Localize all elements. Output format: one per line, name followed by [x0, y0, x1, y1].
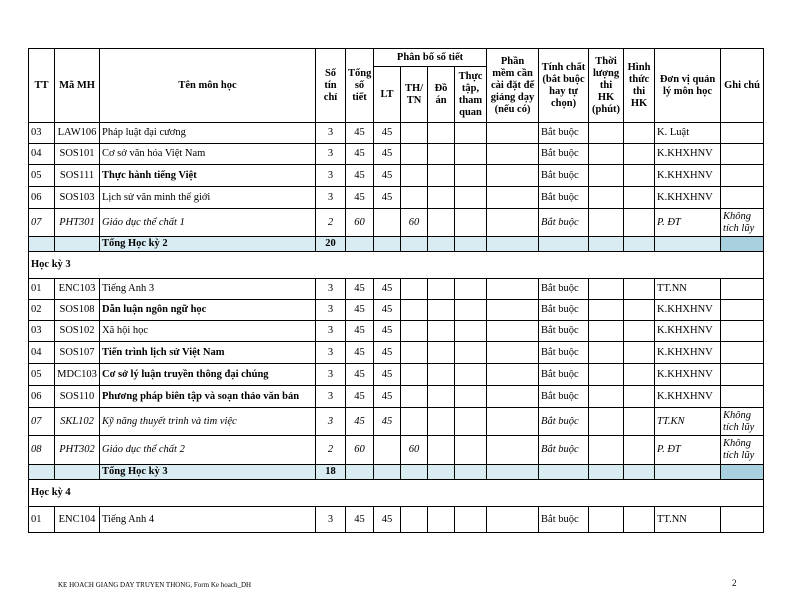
cell-lt	[374, 436, 401, 465]
cell-software	[487, 342, 539, 364]
cell-do-an	[428, 386, 455, 408]
table-row	[29, 209, 764, 237]
cell-th-tn	[401, 507, 428, 533]
header-period-distribution: Phân bố số tiết	[374, 49, 487, 67]
total-blank	[346, 237, 374, 252]
table-row	[29, 436, 764, 465]
total-blank	[55, 465, 100, 480]
cell-course-type: Bắt buộc	[539, 436, 589, 465]
cell-do-an	[428, 165, 455, 187]
cell-notes	[721, 300, 764, 321]
cell-notes	[721, 507, 764, 533]
cell-th-tn	[401, 279, 428, 300]
total-label: Tổng Học kỳ 2	[100, 237, 316, 252]
cell-th-tn	[401, 342, 428, 364]
cell-course-name: Giáo dục thể chất 1	[100, 209, 316, 237]
total-blank	[55, 237, 100, 252]
cell-course-code: ENC104	[55, 507, 100, 533]
page-number: 2	[732, 578, 737, 588]
cell-credits: 3	[316, 408, 346, 436]
cell-thuc-tap	[455, 436, 487, 465]
cell-credits: 3	[316, 364, 346, 386]
cell-course-type: Bắt buộc	[539, 386, 589, 408]
total-blank	[624, 237, 655, 252]
cell-tt: 07	[29, 209, 55, 237]
semester-title: Học kỳ 3	[29, 252, 764, 279]
cell-notes	[721, 144, 764, 165]
cell-do-an	[428, 144, 455, 165]
cell-software	[487, 187, 539, 209]
table-row	[29, 386, 764, 408]
cell-managing-unit: TT.KN	[655, 408, 721, 436]
cell-exam-duration	[589, 436, 624, 465]
cell-exam-duration	[589, 342, 624, 364]
total-blank	[401, 237, 428, 252]
total-blank	[539, 465, 589, 480]
cell-do-an	[428, 408, 455, 436]
total-blank	[589, 237, 624, 252]
cell-lt: 45	[374, 342, 401, 364]
cell-notes	[721, 364, 764, 386]
cell-course-type: Bắt buộc	[539, 144, 589, 165]
cell-exam-duration	[589, 408, 624, 436]
cell-do-an	[428, 123, 455, 144]
total-blank	[374, 465, 401, 480]
cell-exam-duration	[589, 279, 624, 300]
cell-thuc-tap	[455, 342, 487, 364]
total-blank	[487, 237, 539, 252]
semester-total-row	[29, 237, 764, 252]
cell-course-code: SOS102	[55, 321, 100, 342]
cell-software	[487, 364, 539, 386]
cell-exam-form	[624, 209, 655, 237]
table-row	[29, 408, 764, 436]
header-tt: TT	[29, 49, 55, 123]
table-row	[29, 300, 764, 321]
cell-course-code: PHT302	[55, 436, 100, 465]
cell-notes	[721, 123, 764, 144]
cell-do-an	[428, 300, 455, 321]
cell-software	[487, 123, 539, 144]
cell-managing-unit: K.KHXHNV	[655, 386, 721, 408]
cell-exam-duration	[589, 165, 624, 187]
cell-exam-duration	[589, 144, 624, 165]
cell-thuc-tap	[455, 279, 487, 300]
cell-managing-unit: K.KHXHNV	[655, 300, 721, 321]
cell-course-name: Thực hành tiếng Việt	[100, 165, 316, 187]
cell-course-code: SOS108	[55, 300, 100, 321]
cell-course-name: Tiến trình lịch sử Việt Nam	[100, 342, 316, 364]
cell-credits: 3	[316, 386, 346, 408]
cell-total-periods: 45	[346, 144, 374, 165]
table-row	[29, 165, 764, 187]
cell-credits: 3	[316, 279, 346, 300]
cell-course-code: SOS110	[55, 386, 100, 408]
cell-thuc-tap	[455, 364, 487, 386]
cell-lt: 45	[374, 300, 401, 321]
header-course-name: Tên môn học	[100, 49, 316, 123]
cell-do-an	[428, 209, 455, 237]
cell-managing-unit: K.KHXHNV	[655, 364, 721, 386]
cell-course-code: SKL102	[55, 408, 100, 436]
cell-lt: 45	[374, 364, 401, 386]
cell-course-type: Bắt buộc	[539, 279, 589, 300]
cell-do-an	[428, 436, 455, 465]
cell-software	[487, 507, 539, 533]
cell-software	[487, 300, 539, 321]
cell-total-periods: 45	[346, 408, 374, 436]
cell-th-tn	[401, 364, 428, 386]
table-row	[29, 144, 764, 165]
cell-tt: 04	[29, 144, 55, 165]
cell-total-periods: 45	[346, 279, 374, 300]
total-blank	[29, 465, 55, 480]
total-blank	[589, 465, 624, 480]
total-blank	[346, 465, 374, 480]
cell-credits: 3	[316, 187, 346, 209]
cell-tt: 03	[29, 321, 55, 342]
header-do-an: Đồ án	[428, 67, 455, 123]
cell-tt: 03	[29, 123, 55, 144]
cell-notes	[721, 279, 764, 300]
header-managing-unit: Đơn vị quản lý môn học	[655, 49, 721, 123]
cell-tt: 05	[29, 364, 55, 386]
cell-managing-unit: K. Luật	[655, 123, 721, 144]
cell-course-code: LAW106	[55, 123, 100, 144]
cell-exam-form	[624, 507, 655, 533]
total-credits: 18	[316, 465, 346, 480]
cell-do-an	[428, 321, 455, 342]
cell-course-name: Cơ sở lý luận truyền thông đại chúng	[100, 364, 316, 386]
table-row	[29, 279, 764, 300]
cell-credits: 3	[316, 507, 346, 533]
cell-managing-unit: K.KHXHNV	[655, 187, 721, 209]
header-row-1	[29, 49, 764, 67]
cell-tt: 06	[29, 187, 55, 209]
cell-notes	[721, 386, 764, 408]
semester-title: Học kỳ 4	[29, 480, 764, 507]
cell-total-periods: 45	[346, 507, 374, 533]
cell-managing-unit: TT.NN	[655, 279, 721, 300]
cell-lt: 45	[374, 321, 401, 342]
cell-do-an	[428, 364, 455, 386]
cell-course-code: ENC103	[55, 279, 100, 300]
header-software: Phần mềm cần cài đặt để giảng dạy (nếu có)	[487, 49, 539, 123]
cell-managing-unit: P. ĐT	[655, 436, 721, 465]
cell-do-an	[428, 342, 455, 364]
cell-total-periods: 45	[346, 187, 374, 209]
total-blank	[655, 237, 721, 252]
header-credits: Số tín chỉ	[316, 49, 346, 123]
cell-total-periods: 45	[346, 300, 374, 321]
cell-credits: 2	[316, 436, 346, 465]
cell-total-periods: 60	[346, 209, 374, 237]
semester-heading-row	[29, 480, 764, 507]
cell-lt: 45	[374, 165, 401, 187]
cell-th-tn: 60	[401, 209, 428, 237]
cell-th-tn	[401, 187, 428, 209]
cell-course-type: Bắt buộc	[539, 123, 589, 144]
cell-exam-form	[624, 144, 655, 165]
cell-exam-form	[624, 386, 655, 408]
cell-exam-duration	[589, 386, 624, 408]
cell-lt: 45	[374, 144, 401, 165]
total-blank	[401, 465, 428, 480]
cell-software	[487, 144, 539, 165]
total-blank	[428, 465, 455, 480]
cell-course-code: MDC103	[55, 364, 100, 386]
header-exam-form: Hình thức thi HK	[624, 49, 655, 123]
cell-course-code: SOS103	[55, 187, 100, 209]
table-row	[29, 123, 764, 144]
cell-th-tn	[401, 123, 428, 144]
total-label: Tổng Học kỳ 3	[100, 465, 316, 480]
total-blank	[655, 465, 721, 480]
cell-total-periods: 60	[346, 436, 374, 465]
cell-do-an	[428, 279, 455, 300]
table-row	[29, 321, 764, 342]
header-course-type: Tính chất (bắt buộc hay tự chọn)	[539, 49, 589, 123]
cell-software	[487, 209, 539, 237]
cell-exam-form	[624, 165, 655, 187]
cell-notes	[721, 165, 764, 187]
header-exam-duration: Thời lượng thi HK (phút)	[589, 49, 624, 123]
cell-course-code: SOS107	[55, 342, 100, 364]
cell-exam-duration	[589, 321, 624, 342]
cell-credits: 3	[316, 342, 346, 364]
cell-course-type: Bắt buộc	[539, 507, 589, 533]
cell-total-periods: 45	[346, 364, 374, 386]
cell-software	[487, 279, 539, 300]
cell-th-tn	[401, 144, 428, 165]
cell-credits: 3	[316, 321, 346, 342]
cell-tt: 02	[29, 300, 55, 321]
cell-course-name: Dẫn luận ngôn ngữ học	[100, 300, 316, 321]
cell-thuc-tap	[455, 300, 487, 321]
total-blank	[487, 465, 539, 480]
cell-course-type: Bắt buộc	[539, 342, 589, 364]
cell-course-name: Pháp luật đại cương	[100, 123, 316, 144]
cell-th-tn	[401, 321, 428, 342]
cell-exam-form	[624, 279, 655, 300]
cell-tt: 04	[29, 342, 55, 364]
cell-lt: 45	[374, 507, 401, 533]
cell-exam-duration	[589, 364, 624, 386]
header-th-tn: TH/ TN	[401, 67, 428, 123]
cell-course-name: Xã hội học	[100, 321, 316, 342]
total-blank	[455, 465, 487, 480]
cell-th-tn: 60	[401, 436, 428, 465]
total-blank	[29, 237, 55, 252]
cell-tt: 05	[29, 165, 55, 187]
cell-managing-unit: TT.NN	[655, 507, 721, 533]
cell-thuc-tap	[455, 408, 487, 436]
cell-exam-duration	[589, 123, 624, 144]
cell-tt: 08	[29, 436, 55, 465]
cell-lt: 45	[374, 408, 401, 436]
cell-software	[487, 321, 539, 342]
page-footer: KE HOACH GIANG DAY TRUYEN THONG, Form Ke hoach_DH	[58, 581, 252, 589]
table-row	[29, 507, 764, 533]
cell-do-an	[428, 507, 455, 533]
cell-credits: 3	[316, 144, 346, 165]
cell-course-code: SOS101	[55, 144, 100, 165]
cell-managing-unit: K.KHXHNV	[655, 342, 721, 364]
cell-total-periods: 45	[346, 123, 374, 144]
total-blank	[721, 465, 764, 480]
total-blank	[455, 237, 487, 252]
cell-lt: 45	[374, 187, 401, 209]
cell-thuc-tap	[455, 123, 487, 144]
cell-th-tn	[401, 408, 428, 436]
cell-course-name: Lịch sử văn minh thế giới	[100, 187, 316, 209]
cell-course-name: Tiếng Anh 4	[100, 507, 316, 533]
cell-exam-duration	[589, 507, 624, 533]
cell-credits: 3	[316, 165, 346, 187]
cell-course-type: Bắt buộc	[539, 165, 589, 187]
cell-course-code: SOS111	[55, 165, 100, 187]
cell-managing-unit: K.KHXHNV	[655, 321, 721, 342]
cell-total-periods: 45	[346, 321, 374, 342]
cell-lt: 45	[374, 386, 401, 408]
table-body	[29, 49, 764, 533]
cell-exam-duration	[589, 187, 624, 209]
cell-course-type: Bắt buộc	[539, 300, 589, 321]
cell-notes: Không tích lũy	[721, 209, 764, 237]
cell-tt: 07	[29, 408, 55, 436]
cell-exam-duration	[589, 300, 624, 321]
cell-th-tn	[401, 165, 428, 187]
cell-managing-unit: K.KHXHNV	[655, 165, 721, 187]
header-thuc-tap: Thực tập, tham quan	[455, 67, 487, 123]
cell-th-tn	[401, 386, 428, 408]
table-row	[29, 187, 764, 209]
cell-lt: 45	[374, 279, 401, 300]
cell-credits: 3	[316, 300, 346, 321]
cell-managing-unit: K.KHXHNV	[655, 144, 721, 165]
semester-heading-row	[29, 252, 764, 279]
cell-course-type: Bắt buộc	[539, 364, 589, 386]
cell-thuc-tap	[455, 386, 487, 408]
cell-lt	[374, 209, 401, 237]
cell-tt: 01	[29, 507, 55, 533]
header-total-periods: Tổng số tiết	[346, 49, 374, 123]
cell-course-type: Bắt buộc	[539, 408, 589, 436]
cell-exam-duration	[589, 209, 624, 237]
cell-course-code: PHT301	[55, 209, 100, 237]
cell-exam-form	[624, 321, 655, 342]
curriculum-table	[28, 48, 764, 533]
cell-lt: 45	[374, 123, 401, 144]
cell-do-an	[428, 187, 455, 209]
cell-exam-form	[624, 300, 655, 321]
cell-tt: 06	[29, 386, 55, 408]
cell-course-name: Cơ sở văn hóa Việt Nam	[100, 144, 316, 165]
cell-course-type: Bắt buộc	[539, 321, 589, 342]
cell-credits: 3	[316, 123, 346, 144]
cell-thuc-tap	[455, 321, 487, 342]
cell-total-periods: 45	[346, 165, 374, 187]
cell-exam-form	[624, 342, 655, 364]
cell-course-name: Tiếng Anh 3	[100, 279, 316, 300]
cell-exam-form	[624, 123, 655, 144]
cell-credits: 2	[316, 209, 346, 237]
header-course-code: Mã MH	[55, 49, 100, 123]
cell-thuc-tap	[455, 187, 487, 209]
cell-notes: Không tích lũy	[721, 408, 764, 436]
table-row	[29, 342, 764, 364]
cell-exam-form	[624, 408, 655, 436]
cell-exam-form	[624, 364, 655, 386]
cell-thuc-tap	[455, 209, 487, 237]
cell-software	[487, 165, 539, 187]
total-blank	[624, 465, 655, 480]
cell-software	[487, 386, 539, 408]
cell-course-name: Giáo dục thể chất 2	[100, 436, 316, 465]
header-notes: Ghi chú	[721, 49, 764, 123]
cell-total-periods: 45	[346, 342, 374, 364]
cell-course-name: Phương pháp biên tập và soạn thảo văn bản	[100, 386, 316, 408]
table-row	[29, 364, 764, 386]
total-blank	[721, 237, 764, 252]
cell-tt: 01	[29, 279, 55, 300]
cell-notes	[721, 342, 764, 364]
total-blank	[374, 237, 401, 252]
cell-exam-form	[624, 436, 655, 465]
cell-total-periods: 45	[346, 386, 374, 408]
total-blank	[428, 237, 455, 252]
cell-course-type: Bắt buộc	[539, 187, 589, 209]
cell-managing-unit: P. ĐT	[655, 209, 721, 237]
cell-thuc-tap	[455, 165, 487, 187]
semester-total-row	[29, 465, 764, 480]
cell-notes	[721, 187, 764, 209]
cell-course-type: Bắt buộc	[539, 209, 589, 237]
cell-thuc-tap	[455, 507, 487, 533]
cell-software	[487, 408, 539, 436]
cell-exam-form	[624, 187, 655, 209]
cell-thuc-tap	[455, 144, 487, 165]
total-blank	[539, 237, 589, 252]
cell-th-tn	[401, 300, 428, 321]
total-credits: 20	[316, 237, 346, 252]
cell-notes: Không tích lũy	[721, 436, 764, 465]
header-lt: LT	[374, 67, 401, 123]
cell-software	[487, 436, 539, 465]
cell-course-name: Kỹ năng thuyết trình và tìm việc	[100, 408, 316, 436]
cell-notes	[721, 321, 764, 342]
